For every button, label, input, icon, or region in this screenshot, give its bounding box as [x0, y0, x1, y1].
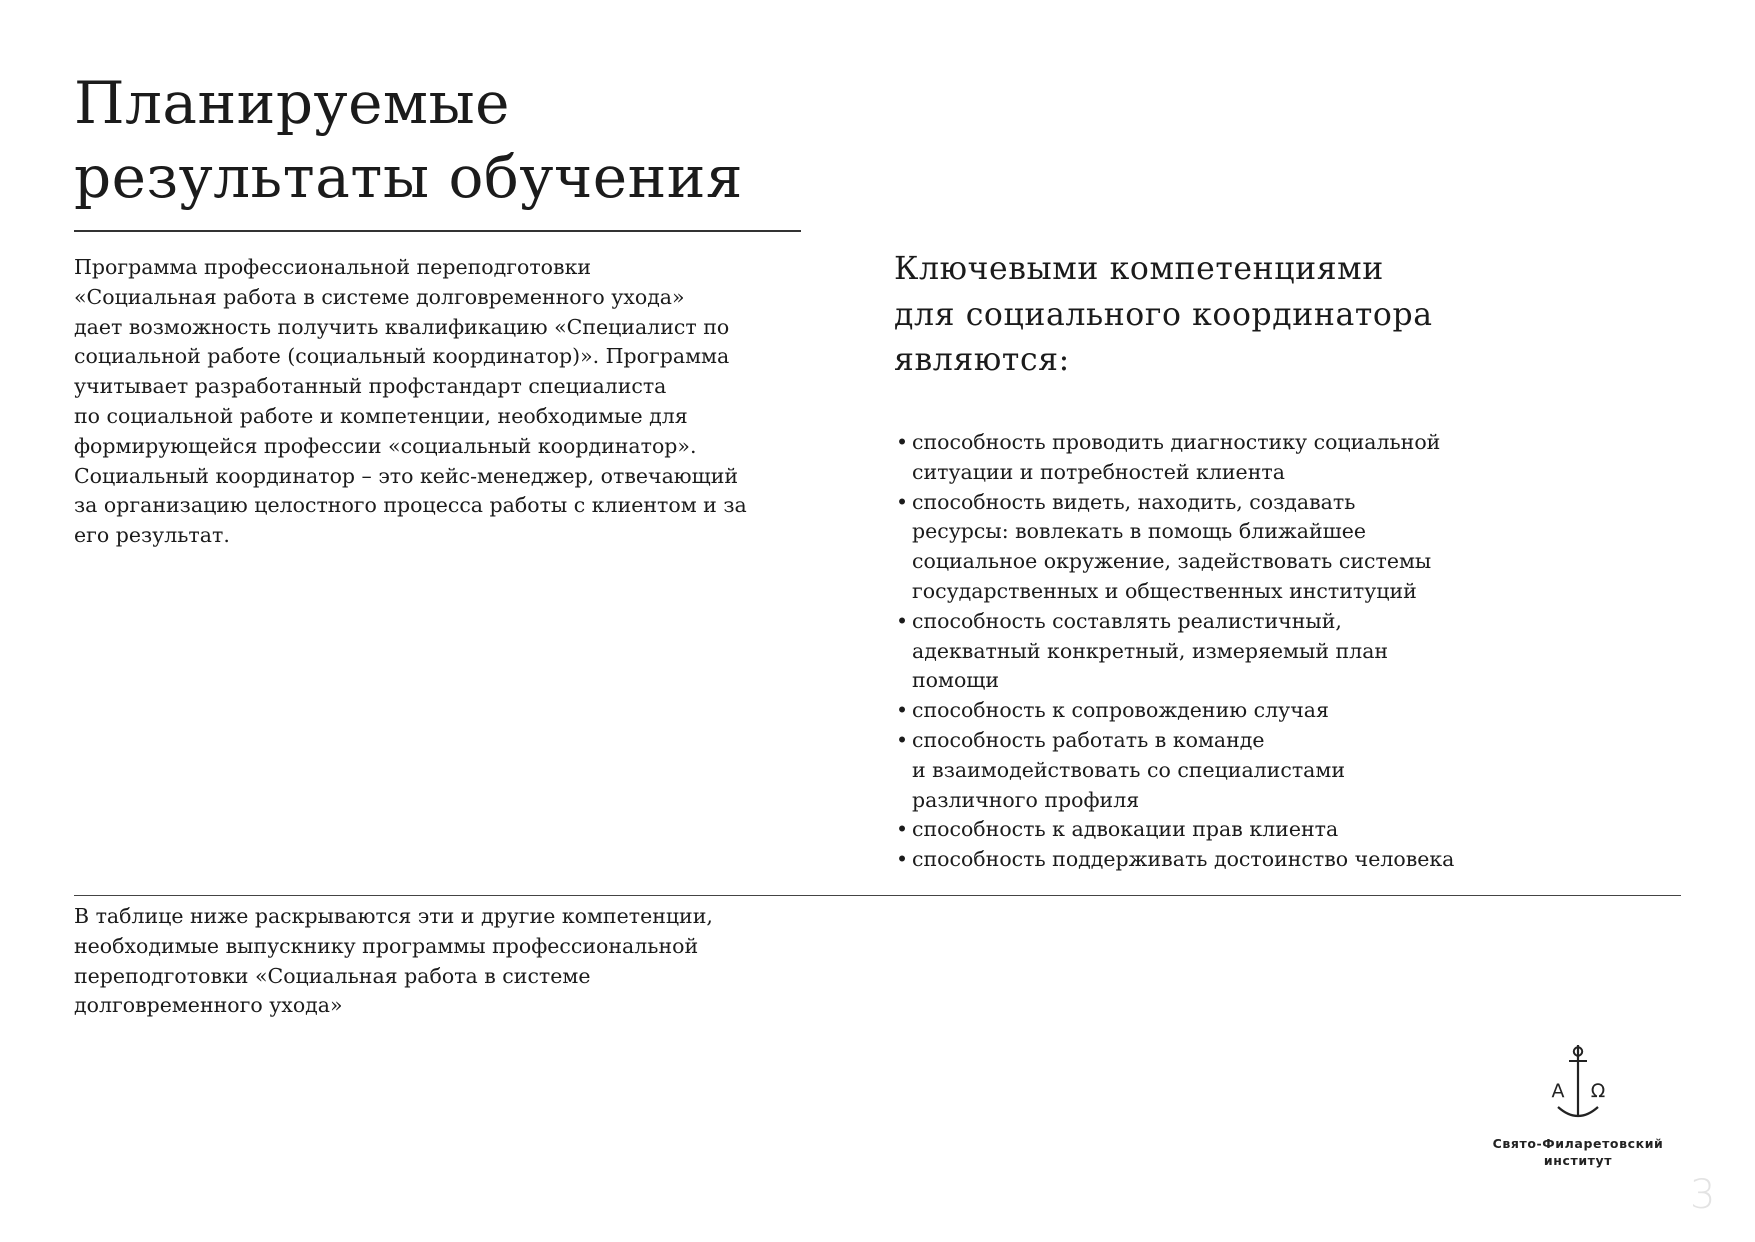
omega-letter: Ω: [1590, 1080, 1606, 1102]
competencies-heading-line: для социального координатора: [894, 296, 1433, 333]
intro-line: дает возможность получить квалификацию «Специалист по: [74, 314, 730, 339]
list-item: [896, 488, 1616, 607]
list-item: [896, 726, 1616, 815]
list-item-line: ситуации и потребностей клиента: [912, 459, 1285, 484]
list-item-line: • способность поддерживать достоинство человека: [912, 847, 1455, 872]
anchor-alpha-omega-icon: [1546, 1045, 1610, 1125]
intro-line: социальной работе (социальный координатор)». Программа: [74, 344, 730, 369]
intro-line: Социальный координатор – это кейс-менеджер, отвечающий: [74, 463, 739, 488]
competencies-heading: [894, 247, 1433, 384]
list-item-line: • способность видеть, находить, создавать: [912, 489, 1356, 514]
competencies-heading-line: Ключевыми компетенциями: [894, 251, 1384, 287]
title-divider: [74, 230, 801, 232]
page-title-line: результаты обучения: [74, 143, 744, 211]
institute-logo: [1470, 1045, 1686, 1170]
intro-line: формирующейся профессии «социальный координатор».: [74, 433, 697, 458]
page-title-line: Планируемые: [74, 69, 510, 137]
list-item-line: государственных и общественных институций: [912, 578, 1417, 603]
outro-line: переподготовки «Социальная работа в системе: [74, 963, 591, 988]
outro-line: В таблице ниже раскрываются эти и другие компетенции,: [74, 904, 713, 928]
alpha-letter: Α: [1551, 1080, 1565, 1102]
list-item-line: и взаимодействовать со специалистами: [912, 757, 1346, 782]
intro-line: по социальной работе и компетенции, необходимые для: [74, 403, 688, 428]
institute-name-line: Свято-Филаретовский: [1492, 1136, 1664, 1151]
section-divider: [74, 895, 1681, 896]
list-item: [896, 428, 1616, 488]
list-item-line: • способность к сопровождению случая: [912, 698, 1329, 723]
list-item-line: ресурсы: вовлекать в помощь ближайшее: [912, 519, 1366, 544]
intro-line: Программа профессиональной переподготовки: [74, 255, 592, 279]
intro-paragraph: [74, 253, 814, 551]
list-item: [896, 696, 1616, 726]
intro-line: учитывает разработанный профстандарт специалиста: [74, 374, 667, 399]
list-item-line: помощи: [912, 668, 1000, 693]
intro-line: за организацию целостного процесса работы с клиентом и за: [74, 493, 747, 518]
page-number: 3: [1690, 1172, 1716, 1218]
list-item: [896, 845, 1616, 875]
list-item-line: • способность к адвокации прав клиента: [912, 817, 1339, 842]
outro-paragraph: [74, 902, 814, 1021]
institute-name-line: институт: [1543, 1153, 1613, 1168]
competencies-list: [896, 428, 1616, 875]
intro-line: его результат.: [74, 523, 230, 548]
competencies-heading-line: являются:: [894, 342, 1070, 378]
institute-name: [1470, 1135, 1686, 1169]
page-title: [74, 66, 743, 214]
intro-line: «Социальная работа в системе долговременного ухода»: [74, 284, 685, 309]
outro-line: необходимые выпускнику программы профессиональной: [74, 933, 699, 958]
list-item: [896, 607, 1616, 696]
list-item-line: различного профиля: [912, 787, 1140, 812]
list-item-line: адекватный конкретный, измеряемый план: [912, 638, 1389, 663]
list-item-line: • способность проводить диагностику социальной: [912, 430, 1441, 454]
list-item-line: социальное окружение, задействовать системы: [912, 549, 1432, 574]
outro-line: долговременного ухода»: [74, 993, 343, 1018]
list-item-line: • способность работать в команде: [912, 727, 1265, 752]
list-item: [896, 815, 1616, 845]
list-item-line: • способность составлять реалистичный,: [912, 608, 1342, 633]
